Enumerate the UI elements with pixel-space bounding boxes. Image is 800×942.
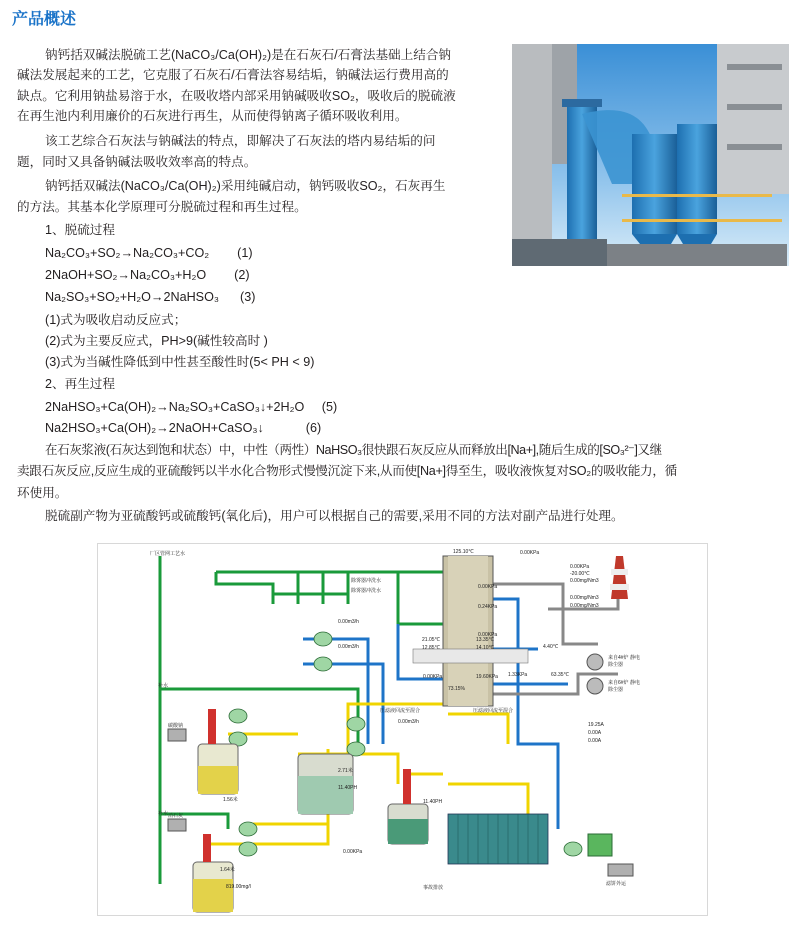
label-filter-flow: 0.00m3/h bbox=[398, 719, 419, 725]
label-makeup-2: 补水 bbox=[158, 811, 169, 817]
label-chimney-5: 0.00mg/Nm3 bbox=[570, 603, 599, 609]
label-tank-level-3: 1.64米 bbox=[220, 867, 235, 873]
label-p6: 1.33KPa bbox=[508, 672, 528, 678]
label-top-press: 0.00KPa bbox=[520, 550, 540, 556]
label-demister-wash-2: 除雾器冲洗水 bbox=[351, 588, 382, 594]
equation-2: 2NaOH+SO₂→Na₂CO₃+H₂O (2) bbox=[45, 268, 250, 282]
paragraph-line: 该工艺综合石灰法与钠碱法的特点，即解决了石灰法的塔内易结垢的问 bbox=[45, 134, 436, 148]
label-lime: 消石灰 bbox=[168, 813, 184, 819]
paragraph-line: (1)式为吸收启动反应式； bbox=[45, 313, 187, 327]
paragraph-line: 碱法发展起来的工艺，它克服了石灰石/石膏法容易结垢，钠碱法运行费用高的 bbox=[17, 68, 449, 82]
label-p1: 0.00KPa bbox=[478, 584, 498, 590]
label-flow1: 0.00m3/h bbox=[338, 619, 359, 625]
label-bottom-press: 0.00KPa bbox=[343, 849, 363, 855]
label-concentration: 819.00mg/l bbox=[226, 884, 251, 890]
label-filter-cake: 滤饼外运 bbox=[606, 881, 627, 887]
equation-3: Na₂SO₃+SO₂+H₂O→2NaHSO₃ (3) bbox=[45, 290, 256, 304]
paragraph-line: 的方法。其基本化学原理可分脱硫过程和再生过程。 bbox=[17, 200, 307, 214]
label-reading-3: 0.00A bbox=[588, 738, 602, 744]
equation-6: Na2HSO₃+Ca(OH)₂→2NaOH+CaSO₃↓ (6) bbox=[45, 421, 322, 435]
label-p5: 19.60KPa bbox=[476, 674, 498, 680]
label-chimney-2: -20.00℃ bbox=[570, 571, 590, 577]
label-emergency-drain: 事故排放 bbox=[423, 885, 444, 891]
label-filter-return-1: 压滤液回流至混合 bbox=[380, 708, 421, 714]
paragraph-line: (3)式为当碱性降低到中性甚至酸性时(5< PH < 9) bbox=[45, 355, 315, 369]
label-t5: 4.40℃ bbox=[543, 644, 559, 650]
label-t3: 12.85℃ bbox=[422, 645, 441, 651]
label-ph-2: 11.40PH bbox=[423, 799, 443, 805]
label-t2: 13.35℃ bbox=[476, 637, 495, 643]
label-soda: 碳酸钠 bbox=[168, 723, 184, 729]
paragraph-line: 缺点。它利用钠盐易溶于水，在吸收塔内部采用钠碱吸收SO₂，吸收后的脱硫液 bbox=[17, 89, 456, 103]
label-makeup: 补水 bbox=[158, 683, 169, 689]
label-p4: 0.00KPa bbox=[423, 674, 443, 680]
label-t4: 14.10℃ bbox=[476, 645, 495, 651]
equation-1: Na₂CO₃+SO₂→Na₂CO₃+CO₂ (1) bbox=[45, 246, 253, 260]
paragraph-line: 钠钙括双碱法脱硫工艺(NaCO₃/Ca(OH)₂)是在石灰石/石膏法基础上结合钠 bbox=[45, 48, 452, 62]
paragraph-line: 卖跟石灰反应,反应生成的亚硫酸钙以半水化合物形式慢慢沉淀下来,从而使[Na+]得至生，吸收液恢复对SO₂的吸收能力，循 bbox=[17, 464, 677, 478]
section-title: 产品概述 bbox=[12, 11, 77, 28]
paragraph-line: 题，同时又具备钠碱法吸收效率高的特点。 bbox=[17, 155, 257, 169]
label-top-temp: 125.10℃ bbox=[453, 549, 474, 555]
label-demister-wash: 除雾器冲洗水 bbox=[351, 578, 382, 584]
paragraph-line: 环使用。 bbox=[17, 486, 68, 500]
paragraph-line: 在石灰浆液(石灰达到饱和状态）中，中性（两性）NaHSO₃很快跟石灰反应从而释放出[Na+],随后生成的[SO₃²⁻]又继 bbox=[45, 443, 662, 457]
label-ph-1: 11.40PH bbox=[338, 785, 358, 791]
paragraph-line: 在再生池内利用廉价的石灰进行再生，从而使得钠离子循环吸收利用。 bbox=[17, 109, 408, 123]
subheading: 1、脱硫过程 bbox=[45, 223, 115, 237]
process-flow-diagram bbox=[97, 543, 708, 916]
label-chimney-4: 0.00mg/Nm3 bbox=[570, 595, 599, 601]
equation-5: 2NaHSO₃+Ca(OH)₂→Na₂SO₃+CaSO₃↓+2H₂O (5) bbox=[45, 400, 338, 414]
paragraph-line: (2)式为主要反应式，PH>9(碱性较高时 ) bbox=[45, 334, 268, 348]
label-chimney-3: 0.00mg/Nm3 bbox=[570, 578, 599, 584]
label-flow2: 0.00m3/h bbox=[338, 644, 359, 650]
label-t6: 63.35℃ bbox=[551, 672, 570, 678]
desulfurization-tower-photo bbox=[512, 44, 789, 266]
label-efficiency: 73.15% bbox=[448, 686, 465, 692]
label-t1: 21.05℃ bbox=[422, 637, 441, 643]
label-filter-return-2: 压滤液回流至混合 bbox=[473, 708, 514, 714]
label-tank-level-1: 1.56米 bbox=[223, 797, 238, 803]
label-tank-level-2: 2.71米 bbox=[338, 768, 353, 774]
label-esp-1: 来自4#炉 静电除尘器 bbox=[608, 655, 640, 668]
paragraph-line: 脱硫副产物为亚硫酸钙或硫酸钙(氧化后)，用户可以根据自己的需要,采用不同的方法对副产品进行处理。 bbox=[45, 509, 624, 523]
label-chimney-1: 0.00KPa bbox=[570, 564, 590, 570]
label-reading-1: 19.25A bbox=[588, 722, 604, 728]
label-process-water: 厂区管网工艺水 bbox=[150, 551, 186, 557]
label-esp-2: 来自6#炉 静电除尘器 bbox=[608, 680, 640, 693]
label-p2: 0.24KPa bbox=[478, 604, 498, 610]
subheading: 2、再生过程 bbox=[45, 377, 115, 391]
label-reading-2: 0.00A bbox=[588, 730, 602, 736]
label-p3: 0.00KPa bbox=[478, 632, 498, 638]
paragraph-line: 钠钙括双碱法(NaCO₃/Ca(OH)₂)采用纯碱启动，钠钙吸收SO₂，石灰再生 bbox=[45, 179, 446, 193]
